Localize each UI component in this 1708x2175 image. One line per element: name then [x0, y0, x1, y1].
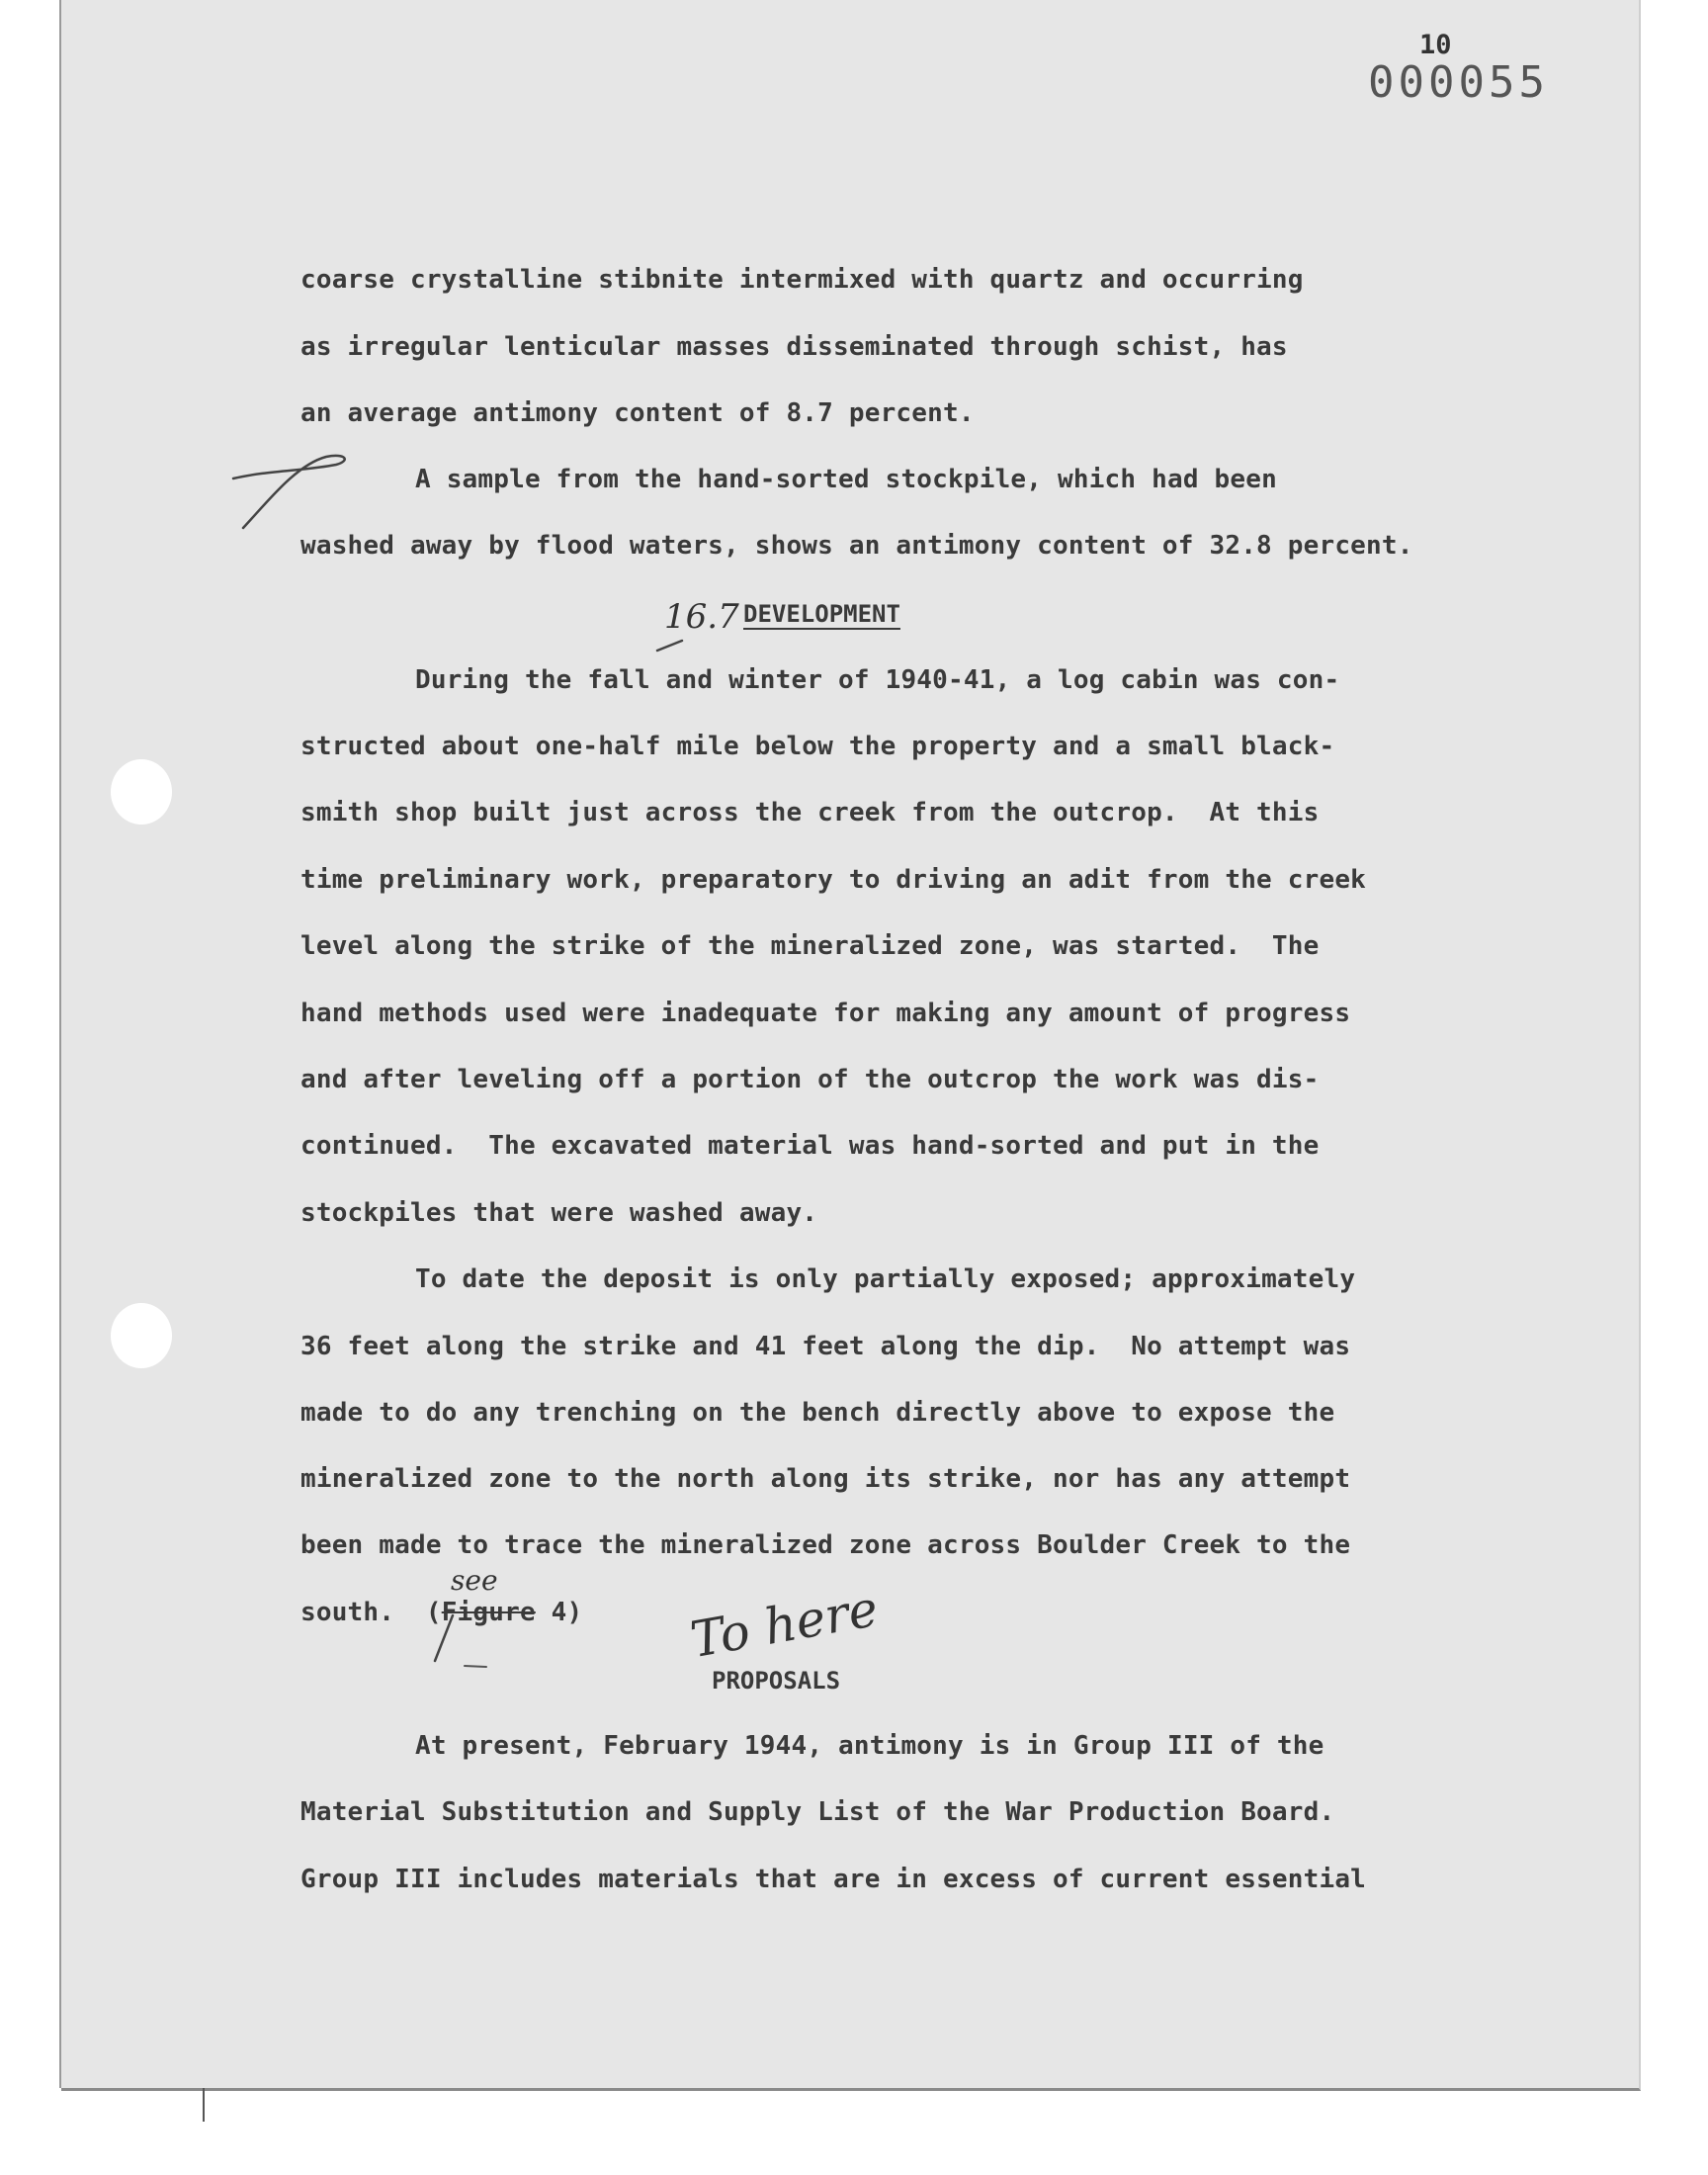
text-fragment: south. ( — [300, 1598, 442, 1627]
text-line: Material Substitution and Supply List of the War Production Board. — [300, 1797, 1335, 1827]
slash-mark — [657, 641, 682, 651]
text-line: continued. The excavated material was hand-sorted and put in the — [300, 1131, 1320, 1161]
text-line: stockpiles that were washed away. — [300, 1198, 818, 1228]
text-line: To date the deposit is only partially exposed; approximately — [415, 1264, 1356, 1294]
text-line: coarse crystalline stibnite intermixed with quartz and occurring — [300, 265, 1304, 295]
section-heading-development: DEVELOPMENT — [743, 600, 900, 628]
text-line: washed away by flood waters, shows an antimony content of 32.8 percent. — [300, 531, 1413, 561]
text-fragment: 4) — [535, 1598, 583, 1627]
text-line: 36 feet along the strike and 41 feet along the dip. No attempt was — [300, 1332, 1351, 1361]
text-line: an average antimony content of 8.7 percent. — [300, 398, 975, 428]
text-line: and after leveling off a portion of the outcrop the work was dis- — [300, 1065, 1320, 1094]
text-line: as irregular lenticular masses disseminated through schist, has — [300, 332, 1288, 362]
text-line: At present, February 1944, antimony is in Group III of the — [415, 1731, 1324, 1761]
stray-mark — [465, 1666, 486, 1667]
text-line: structed about one-half mile below the property and a small black- — [300, 732, 1335, 761]
text-line: Group III includes materials that are in excess of current essential — [300, 1865, 1367, 1894]
handwritten-to-here: To here — [686, 1579, 883, 1670]
handwritten-see: see — [451, 1564, 498, 1597]
text-line: hand methods used were inadequate for making any amount of progress — [300, 999, 1351, 1028]
struck-word: Figure — [441, 1598, 536, 1627]
page-number: 10 — [1419, 30, 1452, 60]
text-line: been made to trace the mineralized zone across Boulder Creek to the — [300, 1530, 1351, 1560]
text-line: time preliminary work, preparatory to driving an adit from the creek — [300, 865, 1367, 895]
text-line: smith shop built just across the creek from the outcrop. At this — [300, 798, 1320, 827]
paragraph-mark — [233, 456, 345, 528]
section-heading-proposals: PROPOSALS — [712, 1667, 841, 1695]
slash-mark — [435, 1615, 453, 1661]
text-line: During the fall and winter of 1940-41, a log cabin was con- — [415, 665, 1340, 695]
document-id-stamp: 000055 — [1368, 57, 1549, 108]
text-line: made to do any trenching on the bench directly above to expose the — [300, 1398, 1335, 1428]
text-line: level along the strike of the mineralized zone, was started. The — [300, 931, 1320, 961]
text-line: A sample from the hand-sorted stockpile, which had been — [415, 465, 1277, 494]
text-line: mineralized zone to the north along its strike, nor has any attempt — [300, 1464, 1351, 1494]
handwritten-section-number: 16.7 — [664, 597, 739, 637]
